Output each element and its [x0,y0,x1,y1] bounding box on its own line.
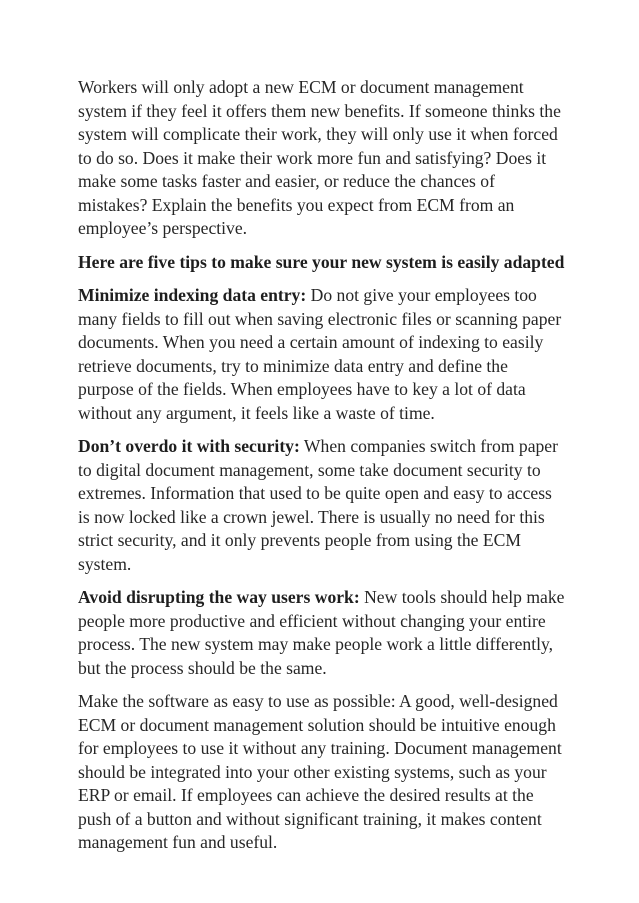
section-heading: Here are five tips to make sure your new system is easily adapted [78,251,565,272]
intro-paragraph: Workers will only adopt a new ECM or document management system if they feel it offers them new benefits. If someone thinks the system will complicate their work, they will only use it when forced to do so. Does it make their work more fun and satisfying? Does it make some tasks faster and easier, or reduce the chances of mistakes? Explain the benefits you expect from ECM from an employee’s perspective. [78,77,561,238]
tip-body-security: When companies switch from paper to digital document management, some take document security to extremes. Information that used to be quite open and easy to access is now locked like a crown jewel. There is usually no need for this strict security, and it only prevents people from using the ECM system. [78,436,558,574]
tip-lead-security: Don’t overdo it with security: [78,436,300,456]
tip-paragraph-indexing [78,284,566,425]
closing-paragraph: Make the software as easy to use as possible: A good, well-designed ECM or document management solution should be intuitive enough for employees to use it without any training. Document management should be integrated into your other existing systems, such as your ERP or email. If employees can achieve the desired results at the push of a button and without significant training, it makes content management fun and useful. [78,691,562,852]
tip-lead-workflow: Avoid disrupting the way users work: [78,587,360,607]
tip-paragraph-workflow [78,586,566,680]
tip-body-indexing: Do not give your employees too many fields to fill out when saving electronic files or scanning paper documents. When you need a certain amount of indexing to easily retrieve documents, try to minimize data entry and define the purpose of the fields. When employees have to key a lot of data without any argument, it feels like a waste of time. [78,285,562,423]
tip-body-workflow: New tools should help make people more productive and efficient without changing your entire process. The new system may make people work a little differently, but the process should be the same. [78,587,565,678]
tip-lead-indexing: Minimize indexing data entry: [78,285,307,305]
tip-paragraph-security [78,435,566,576]
document-page [78,76,566,865]
